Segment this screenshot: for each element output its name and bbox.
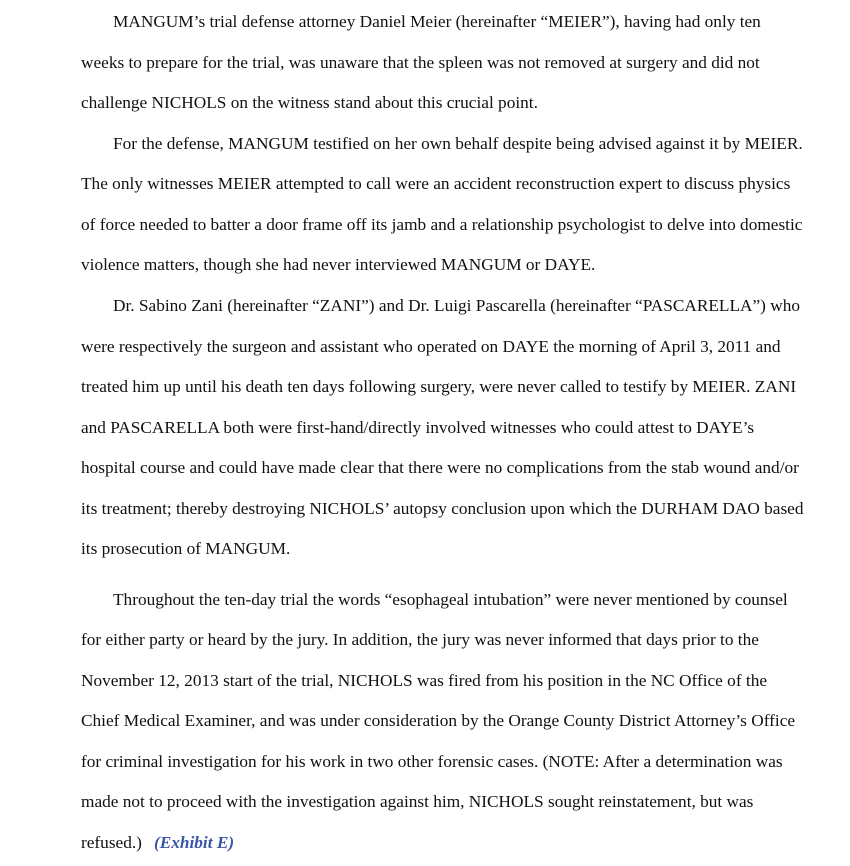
text-line: and PASCARELLA both were first-hand/directly involved witnesses who could attest to DAYE’s (81, 418, 755, 437)
text-line: for either party or heard by the jury. In addition, the jury was never informed that days prior to the (81, 630, 759, 649)
text-line-with-exhibit (81, 831, 234, 855)
text-line: for criminal investigation for his work in two other forensic cases. (NOTE: After a determination was (81, 752, 783, 771)
text-line: its prosecution of MANGUM. (81, 539, 291, 558)
text-line: The only witnesses MEIER attempted to call were an accident reconstruction expert to discuss physics (81, 174, 791, 193)
text-line: MANGUM’s trial defense attorney Daniel Meier (hereinafter “MEIER”), having had only ten (113, 12, 761, 31)
text-line: of force needed to batter a door frame off its jamb and a relationship psychologist to delve into domestic (81, 215, 803, 234)
text-line: challenge NICHOLS on the witness stand about this crucial point. (81, 93, 538, 112)
text-line: weeks to prepare for the trial, was unaware that the spleen was not removed at surgery and did not (81, 53, 760, 72)
text-line: violence matters, though she had never interviewed MANGUM or DAYE. (81, 255, 596, 274)
text-line: For the defense, MANGUM testified on her own behalf despite being advised against it by MEIER. (113, 134, 803, 153)
text-line: were respectively the surgeon and assistant who operated on DAYE the morning of April 3, 2011 and (81, 337, 781, 356)
text-line: Chief Medical Examiner, and was under consideration by the Orange County District Attorney’s Office (81, 711, 796, 730)
text-line: Dr. Sabino Zani (hereinafter “ZANI”) and Dr. Luigi Pascarella (hereinafter “PASCARELLA”) who (113, 296, 801, 315)
text-line: its treatment; thereby destroying NICHOLS’ autopsy conclusion upon which the DURHAM DAO based (81, 499, 804, 518)
text-line: treated him up until his death ten days following surgery, were never called to testify by MEIER. ZANI (81, 377, 797, 396)
text-line: refused.) (81, 833, 142, 852)
text-line: hospital course and could have made clear that there were no complications from the stab wound and/or (81, 458, 799, 477)
text-line: made not to proceed with the investigation against him, NICHOLS sought reinstatement, but was (81, 792, 754, 811)
text-line: Throughout the ten-day trial the words “esophageal intubation” were never mentioned by counsel (113, 590, 788, 609)
exhibit-e-link[interactable]: (Exhibit E) (153, 833, 235, 852)
text-line: November 12, 2013 start of the trial, NICHOLS was fired from his position in the NC Office of the (81, 671, 768, 690)
